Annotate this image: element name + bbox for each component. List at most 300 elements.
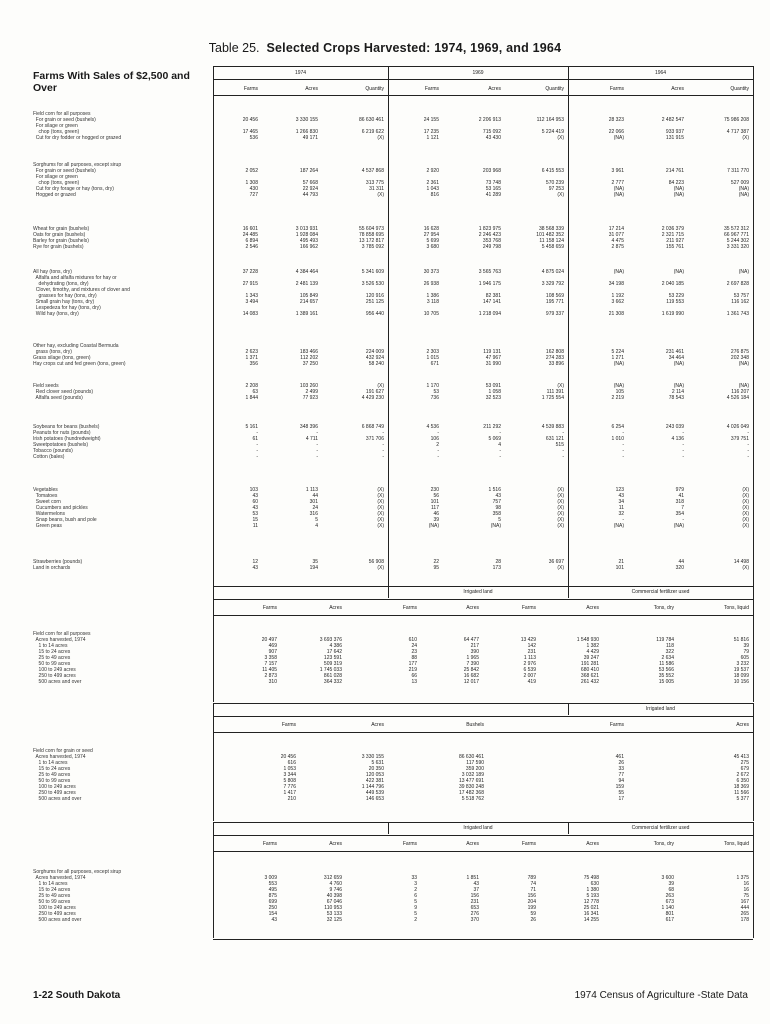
column-divider [568,822,569,834]
table-cell: 203 968 [482,168,501,174]
table-cell: 3 118 [426,299,439,305]
table-cell: (X) [377,517,384,523]
table-cell: 131 915 [665,135,684,141]
table-cell: - [499,454,501,460]
row-label: Sorghums for all purposes, except sirup [33,869,122,875]
table-cell: 13 172 817 [358,238,384,244]
table-cell: 120 916 [365,293,384,299]
rule-line [213,599,753,600]
table-cell: 261 432 [580,679,599,685]
table-cell: 2 634 [661,655,674,661]
table-cell: 39 [668,881,674,887]
table-cell: 3 662 [611,299,624,305]
table-cell: 20 456 [280,754,296,760]
table-cell: 111 391 [546,389,564,395]
table-cell: 2 036 379 [661,226,684,232]
rule-line [213,716,753,717]
table-cell: 1 192 [611,293,624,299]
table-cell: 101 [430,499,439,505]
table-cell: 19 537 [733,667,749,673]
table-cell: 4 711 [305,436,318,442]
table-cell: 801 [665,911,674,917]
table-cell: 86 630 461 [358,117,384,123]
table-cell: - [747,430,749,436]
table-cell: 1 375 [736,875,749,881]
table-cell: 276 [470,911,479,917]
table-cell: 1 371 [245,355,258,361]
table-cell: 2 875 [611,244,624,250]
table-cell: 2 208 [245,383,258,389]
table-cell: - [682,448,684,454]
row-label: 15 to 24 acres [33,887,71,893]
table-cell: - [382,454,384,460]
year-header: 1974 [294,70,307,76]
table-cell: 41 [678,493,684,499]
table-cell: 1 516 [488,487,501,493]
table-cell: 154 [268,911,277,917]
table-cell: 3 693 376 [319,637,342,643]
table-cell: 24 [312,505,318,511]
column-header: Bushels [466,722,484,728]
table-cell: 41 289 [485,192,501,198]
table-cell: 1 266 830 [295,129,318,135]
table-cell: 195 771 [545,299,564,305]
table-cell: 2 482 547 [661,117,684,123]
row-label: Barley for grain (bushels) [33,238,89,244]
table-cell: (X) [742,565,749,571]
table-cell: 95 [433,565,439,571]
table-cell: 956 440 [365,311,384,317]
table-cell: - [382,442,384,448]
table-cell: 243 039 [665,424,684,430]
table-cell: 3 565 763 [478,269,501,275]
table-cell: 11 566 [734,790,749,796]
table-cell: 53 091 [485,383,501,389]
table-cell: 2 114 [671,389,684,395]
column-header: Farms [609,722,624,728]
table-cell: (NA) [673,361,684,367]
table-cell: 97 253 [548,186,564,192]
table-cell: - [562,448,564,454]
table-cell: 35 572 312 [723,226,749,232]
table-cell: 1 053 [283,766,296,772]
table-cell: - [622,442,624,448]
table-cell: 26 938 [423,281,439,287]
table-cell: 37 250 [302,361,318,367]
table-cell: 17 482 368 [458,790,484,796]
row-label: chop (tons, green) [33,180,80,186]
rule-line [213,95,753,96]
table-cell: 5 244 302 [726,238,749,244]
rule-line [213,615,753,616]
table-cell: 230 [430,487,439,493]
row-label: Snap beans, bush and pole [33,517,97,523]
table-cell: 4 429 230 [361,395,384,401]
table-cell: (X) [742,499,749,505]
group-header-fertilizer: Commercial fertilizer used [631,589,690,595]
table-cell: 313 775 [365,180,384,186]
table-cell: 82 381 [485,293,501,299]
rule-line [213,835,753,836]
table-cell: 44 793 [302,192,318,198]
table-cell: 630 [590,881,599,887]
table-cell: 727 [249,192,258,198]
table-cell: 159 [615,784,624,790]
table-cell: 316 [309,511,318,517]
table-cell: 47 967 [485,355,501,361]
table-cell: 5 [414,899,417,905]
row-label: 100 to 249 acres [33,667,76,673]
column-header: Acres [466,841,479,847]
table-cell: - [499,430,501,436]
table-cell: (NA) [613,135,624,141]
row-label: Oats for grain (bushels) [33,232,86,238]
table-cell: 7 311 770 [727,168,749,174]
table-cell: - [682,517,684,523]
table-cell: 11 586 [659,661,674,667]
table-cell: 146 653 [365,796,384,802]
table-cell: 57 668 [302,180,318,186]
table-cell: 4 429 [586,649,599,655]
table-cell: 7 157 [264,661,277,667]
table-cell: 178 [740,917,749,923]
row-label: Alfalfa and alfalfa mixtures for hay or [33,275,117,281]
table-cell: 5 699 [426,238,439,244]
column-header: Tons, liquid [723,841,749,847]
table-cell: 61 [252,436,258,442]
row-label: Lespedeza for hay (tons, dry) [33,305,101,311]
table-cell: 187 264 [299,168,318,174]
table-cell: 58 240 [368,361,384,367]
table-cell: 10 705 [423,311,439,317]
row-label: 500 acres and over [33,679,82,685]
table-cell: 515 [555,442,564,448]
table-cell: 2 321 715 [661,232,684,238]
table-cell: 103 260 [299,383,318,389]
table-cell: 35 552 [658,673,674,679]
table-cell: 2 [436,442,439,448]
table-cell: 348 396 [299,424,318,430]
table-cell: 2 040 185 [661,281,684,287]
table-cell: 211 292 [483,424,501,430]
table-cell: 631 121 [545,436,564,442]
row-label: Hogged or grazed [33,192,76,198]
table-cell: 4 537 868 [361,168,384,174]
row-label: chop (tons, green) [33,129,80,135]
table-cell: - [256,430,258,436]
table-cell: 27 954 [423,232,439,238]
table-cell: 5 224 [611,349,624,355]
table-cell: 4 [498,442,501,448]
table-cell: 979 337 [545,311,564,317]
column-header: Farms [521,841,536,847]
column-divider [213,66,214,586]
table-cell: (NA) [738,186,749,192]
table-cell: 166 962 [299,244,318,250]
table-cell: 101 482 352 [536,232,564,238]
table-cell: 3 [414,881,417,887]
table-cell: 183 466 [299,349,318,355]
table-cell: 16 [743,887,749,893]
table-cell: (X) [377,135,384,141]
table-cell: 368 621 [580,673,599,679]
row-label: Other hay, excluding Coastal Bermuda [33,343,119,349]
table-cell: 3 032 189 [461,772,484,778]
row-label: Land in orchards [33,565,71,571]
table-cell: - [382,448,384,454]
table-cell: 14 083 [242,311,258,317]
table-cell: (NA) [613,192,624,198]
table-cell: 1 361 743 [726,311,749,317]
table-cell: 6 350 [736,778,749,784]
table-cell: 2 007 [523,673,536,679]
table-cell: 3 526 530 [361,281,384,287]
table-cell: 1 389 161 [295,311,318,317]
table-cell: 461 [615,754,624,760]
column-header: Acres [466,605,479,611]
table-cell: 17 465 [242,129,258,135]
table-cell: 173 [492,565,501,571]
table-cell: 3 330 155 [361,754,384,760]
column-header: Farms [262,605,277,611]
column-header: Quantity [545,86,564,92]
table-cell: 449 539 [365,790,384,796]
table-cell: 37 228 [242,269,258,275]
table-cell: 20 497 [261,637,277,643]
table-cell: 320 [675,565,684,571]
table-cell: 28 323 [608,117,624,123]
row-label: 1 to 14 acres [33,760,68,766]
row-label: Tobacco (pounds) [33,448,73,454]
table-cell: 73 748 [485,180,501,186]
table-cell: 74 [530,881,536,887]
row-label: Watermelons [33,511,66,517]
table-cell: 155 761 [665,244,684,250]
table-cell: 15 005 [658,679,674,685]
column-header: Quantity [365,86,384,92]
table-cell: 78 858 695 [358,232,384,238]
row-label: 250 to 499 acres [33,911,76,917]
table-cell: 4 136 [671,436,684,442]
rule-line [213,703,753,704]
table-cell: 191 627 [365,389,384,395]
table-cell: 495 493 [299,238,318,244]
column-divider [568,586,569,598]
table-cell: 4 875 024 [541,269,564,275]
table-cell: 4 [315,523,318,529]
table-cell: 2 052 [245,168,258,174]
table-cell: 6 868 749 [361,424,384,430]
table-cell: 46 [433,511,439,517]
table-cell: 353 768 [482,238,501,244]
table-cell: - [622,430,624,436]
table-cell: 63 [252,389,258,395]
table-cell: 120 053 [365,772,384,778]
column-divider [568,703,569,715]
table-cell: (X) [557,565,564,571]
table-cell: 11 [252,523,258,529]
table-cell: 94 [618,778,624,784]
table-cell: 3 232 [736,661,749,667]
row-label: 15 to 24 acres [33,649,71,655]
table-cell: 1 619 990 [661,311,684,317]
table-cell: 105 849 [299,293,318,299]
table-cell: 1 548 930 [576,637,599,643]
table-cell: 16 341 [583,911,599,917]
table-cell: 64 477 [463,637,479,643]
table-cell: 22 066 [608,129,624,135]
table-cell: 32 125 [326,917,342,923]
table-cell: (X) [557,192,564,198]
column-header: Farms [262,841,277,847]
column-header: Acres [671,86,684,92]
table-cell: 66 967 771 [723,232,749,238]
table-heading: Selected Crops Harvested: 1974, 1969, and 1964 [266,41,562,55]
column-header: Farms [402,605,417,611]
table-cell: (X) [377,487,384,493]
table-cell: (NA) [738,269,749,275]
table-cell: 13 429 [520,637,536,643]
table-cell: 6 894 [245,238,258,244]
table-cell: 9 [414,905,417,911]
table-cell: 34 198 [608,281,624,287]
row-label: Strawberries (pounds) [33,559,83,565]
table-cell: 1 113 [305,487,318,493]
table-cell: 75 986 208 [723,117,749,123]
table-cell: 1 382 [586,643,599,649]
table-cell: 1 417 [283,790,296,796]
table-cell: 301 [309,499,318,505]
table-cell: 88 [411,655,417,661]
table-cell: 2 303 [426,349,439,355]
column-divider [213,822,214,938]
table-cell: 1 851 [466,875,479,881]
table-cell: 118 [666,643,674,649]
table-cell: 112 164 953 [536,117,564,123]
table-cell: 1 946 175 [478,281,501,287]
row-label: 50 to 99 acres [33,899,71,905]
table-cell: 699 [268,899,277,905]
table-cell: 1 144 796 [361,784,384,790]
row-label: Peanuts for nuts (pounds) [33,430,91,436]
row-label: Small grain hay (tons, dry) [33,299,95,305]
table-cell: 359 200 [465,766,484,772]
group-header-irrigated: Irrigated land [463,825,493,831]
table-cell: 36 697 [548,559,564,565]
table-cell: 13 477 691 [458,778,484,784]
table-cell: 610 [408,637,417,643]
table-cell: - [437,430,439,436]
table-cell: (X) [377,565,384,571]
table-cell: (X) [557,523,564,529]
table-cell: 1 010 [611,436,624,442]
row-label: Cotton (bales) [33,454,65,460]
table-cell: 1 928 084 [295,232,318,238]
row-label: 250 to 499 acres [33,790,76,796]
row-label: grass (tons, dry) [33,349,72,355]
row-label: For silage or green [33,123,78,129]
table-cell: 7 776 [283,784,296,790]
rule-line [213,586,753,587]
table-cell: 4 760 [329,881,342,887]
table-cell: 536 [249,135,258,141]
table-cell: 673 [665,899,674,905]
group-header-irrigated: Irrigated land [463,589,493,595]
table-cell: 1 965 [466,655,479,661]
table-cell: 1 218 094 [478,311,501,317]
table-cell: 7 390 [466,661,479,667]
table-cell: 3 013 931 [295,226,318,232]
table-cell: 53 133 [326,911,342,917]
table-cell: 933 937 [665,129,684,135]
table-cell: 53 [252,511,258,517]
table-cell: 2 [414,917,417,923]
row-label: Soybeans for beans (bushels) [33,424,100,430]
row-label: Field seeds [33,383,59,389]
table-cell: - [747,448,749,454]
table-cell: 11 [618,505,624,511]
column-header: Farms [281,722,296,728]
row-label: Clover, timothy, and mixtures of clover and [33,287,130,293]
table-cell: 12 [252,559,258,565]
row-label: 25 to 49 acres [33,655,71,661]
table-cell: 123 591 [323,655,342,661]
row-label: 100 to 249 acres [33,784,76,790]
table-cell: 43 [271,917,277,923]
table-cell: 16 682 [463,673,479,679]
table-cell: 17 642 [326,649,342,655]
table-cell: (X) [557,517,564,523]
table-cell: 527 009 [730,180,749,186]
row-label: 50 to 99 acres [33,778,71,784]
table-cell: 1 386 [426,293,439,299]
table-cell: 44 [678,559,684,565]
table-cell: 28 [495,559,501,565]
table-cell: 2 623 [245,349,258,355]
table-cell: 4 475 [611,238,624,244]
table-cell: 108 569 [545,293,564,299]
table-cell: 736 [430,395,439,401]
table-cell: 419 [527,679,536,685]
table-cell: 162 808 [545,349,564,355]
table-cell: 11 158 124 [539,238,564,244]
table-cell: 789 [527,875,536,881]
table-cell: 33 896 [548,361,564,367]
table-cell: 45 413 [733,754,749,760]
table-cell: - [682,454,684,460]
row-label: Field corn for all purposes [33,111,91,117]
table-cell: (X) [557,511,564,517]
table-cell: (NA) [673,192,684,198]
rule-line [213,939,753,940]
table-cell: 3 600 [661,875,674,881]
table-cell: 7 [681,505,684,511]
table-cell: (X) [742,523,749,529]
table-cell: 31 077 [608,232,624,238]
table-cell: 217 [470,643,479,649]
table-cell: - [499,448,501,454]
table-cell: 1 745 033 [319,667,342,673]
table-cell: 1 170 [426,383,439,389]
table-cell: 875 [268,893,277,899]
table-cell: - [682,442,684,448]
table-cell: 616 [287,760,296,766]
table-cell: 432 924 [365,355,384,361]
table-cell: 1 058 [488,389,501,395]
table-cell: 117 [431,505,439,511]
table-cell: 250 [268,905,277,911]
row-label: For grain or seed (bushels) [33,168,96,174]
